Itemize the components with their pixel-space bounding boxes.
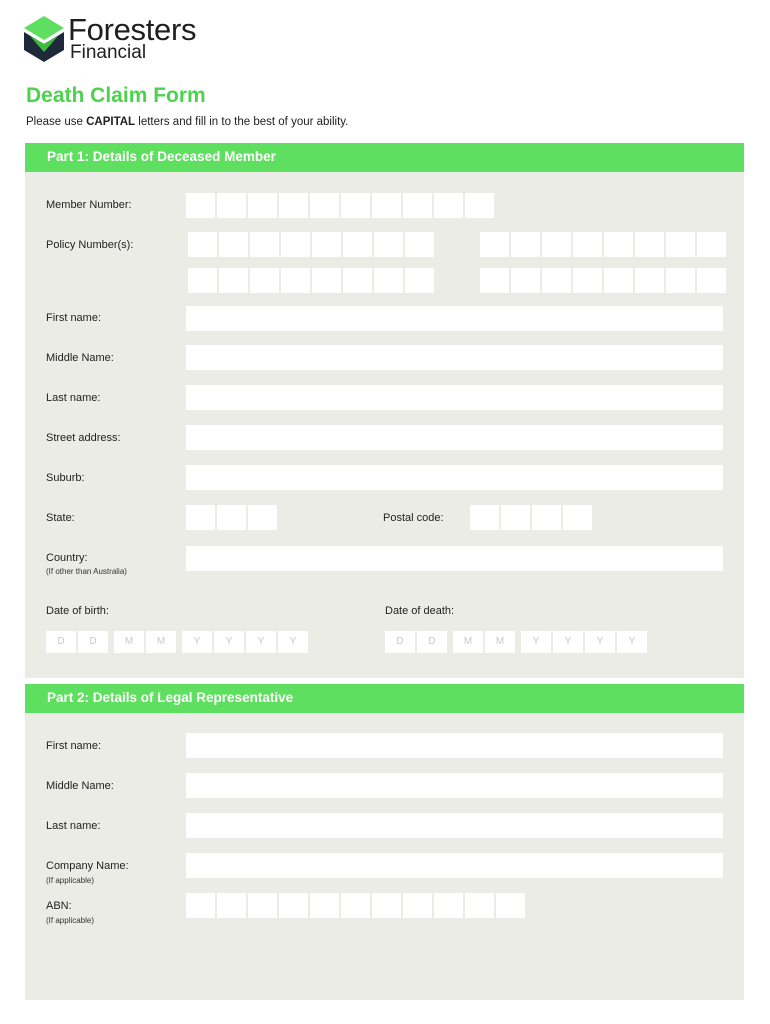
- state-label: State:: [46, 512, 75, 524]
- abn-label: ABN:: [46, 900, 72, 912]
- policy-number-input-4[interactable]: [480, 268, 726, 293]
- abn-note: (If applicable): [46, 916, 95, 925]
- form-title: Death Claim Form: [26, 84, 206, 107]
- rep-middle-name-label: Middle Name:: [46, 780, 114, 792]
- street-address-label: Street address:: [46, 432, 121, 444]
- first-name-label: First name:: [46, 312, 102, 324]
- rep-first-name-field[interactable]: [186, 733, 723, 758]
- rep-middle-name-field[interactable]: [186, 773, 723, 798]
- company-name-field[interactable]: [186, 853, 723, 878]
- deceased-first-name-field[interactable]: [186, 306, 723, 331]
- rep-last-name-label: Last name:: [46, 820, 101, 832]
- suburb-label: Suburb:: [46, 472, 85, 484]
- policy-number-input-1[interactable]: [188, 232, 434, 257]
- part2-header: Part 2: Details of Legal Representative: [25, 684, 744, 713]
- member-number-input[interactable]: [186, 193, 494, 218]
- rep-first-name-label: First name:: [46, 740, 102, 752]
- street-address-field[interactable]: [186, 425, 723, 450]
- part1-section: [25, 143, 744, 678]
- company-name-note: (If applicable): [46, 876, 95, 885]
- state-input[interactable]: [186, 505, 277, 530]
- policy-number-input-3[interactable]: [188, 268, 434, 293]
- member-number-label: Member Number:: [46, 199, 132, 211]
- instructions: Please use CAPITAL letters and fill in to the best of your ability.: [26, 116, 349, 128]
- deceased-last-name-field[interactable]: [186, 385, 723, 410]
- country-label: Country:: [46, 552, 88, 564]
- foresters-logo-icon: [24, 16, 64, 62]
- postal-code-input[interactable]: [470, 505, 592, 530]
- suburb-field[interactable]: [186, 465, 723, 490]
- date-of-death-input[interactable]: D D M M Y Y Y Y: [385, 631, 647, 653]
- middle-name-label: Middle Name:: [46, 352, 114, 364]
- policy-number-input-2[interactable]: [480, 232, 726, 257]
- deceased-middle-name-field[interactable]: [186, 345, 723, 370]
- date-of-birth-label: Date of birth:: [46, 605, 109, 617]
- company-name-label: Company Name:: [46, 860, 129, 872]
- part2-section: [25, 684, 744, 1000]
- abn-input[interactable]: [186, 893, 525, 918]
- date-of-death-label: Date of death:: [385, 605, 455, 617]
- last-name-label: Last name:: [46, 392, 101, 404]
- country-field[interactable]: [186, 546, 723, 571]
- postal-code-label: Postal code:: [383, 512, 444, 524]
- policy-numbers-label: Policy Number(s):: [46, 239, 134, 251]
- date-of-birth-input[interactable]: D D M M Y Y Y Y: [46, 631, 308, 653]
- brand-subname: Financial: [70, 42, 147, 63]
- part1-header: Part 1: Details of Deceased Member: [25, 143, 744, 172]
- rep-last-name-field[interactable]: [186, 813, 723, 838]
- brand-name: Foresters: [68, 12, 197, 47]
- country-note: (If other than Australia): [46, 567, 127, 576]
